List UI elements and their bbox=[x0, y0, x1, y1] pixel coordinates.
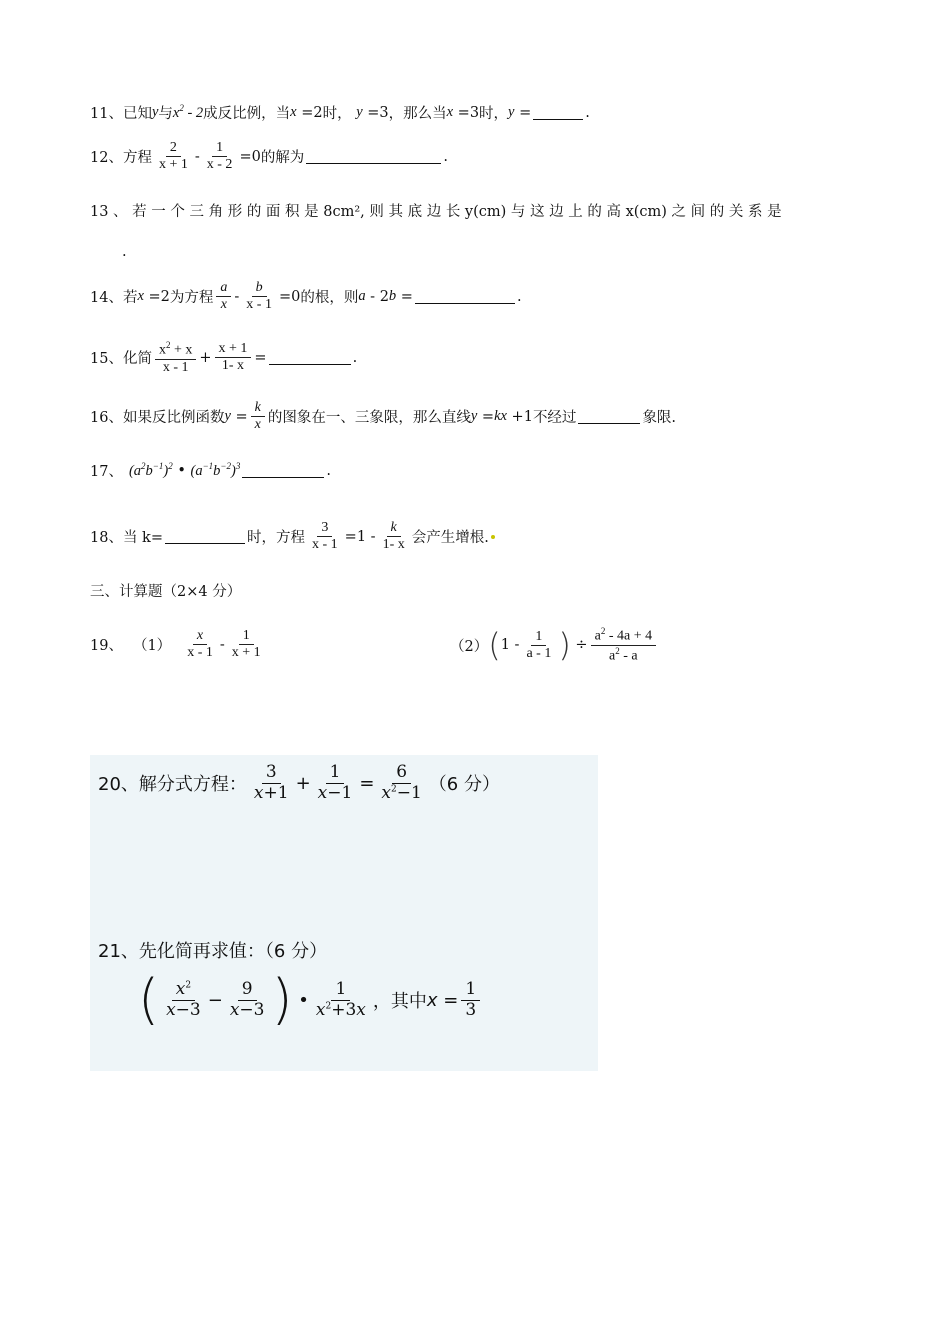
question-18: 18、 当 k= 时，方程 $\frac{3}{x - 1}$ =1 - $\frac{k}{1- x}$ 会产生增根. bbox=[90, 520, 495, 553]
fraction: $\frac{2}{x + 1}$ bbox=[158, 140, 188, 173]
fraction: $\frac{k}{1- x}$ bbox=[382, 520, 405, 553]
fraction: $\frac{b}{x - 1}$ bbox=[246, 280, 272, 313]
fraction: $\frac{9}{x-3}$ bbox=[229, 978, 265, 1020]
answer-blank[interactable] bbox=[415, 289, 515, 304]
fraction: $\frac{x}{x - 1}$ bbox=[187, 628, 213, 661]
fraction: $\frac{x + 1}{1- x}$ bbox=[215, 341, 252, 374]
question-20: 20、 解分式方程： $\frac{3}{x+1}$ + $\frac{1}{x-1}$ = $\frac{6}{x^2-1}$ （6 分） bbox=[98, 762, 500, 803]
fraction: $\frac{1}{x + 1}$ bbox=[231, 628, 261, 661]
fraction: $\frac{a}{x}$ bbox=[216, 280, 231, 313]
fraction: $\frac{1}{x-1}$ bbox=[317, 762, 353, 803]
question-21-expression: ( $\frac{x^2}{x-3}$ − $\frac{9}{x-3}$ ) • $\frac{1}{x^2+3x}$ ，其中 x = $\frac{1}{3}$ bbox=[138, 973, 483, 1027]
q11-number: 11、 bbox=[90, 106, 123, 122]
answer-blank[interactable] bbox=[269, 350, 351, 365]
fraction: $\frac{1}{a - 1}$ bbox=[526, 628, 552, 661]
question-21-title: 21、 先化简再求值：（6 分） bbox=[98, 941, 328, 962]
fraction: $\frac{k}{x}$ bbox=[251, 400, 265, 433]
answer-blank[interactable] bbox=[578, 409, 640, 424]
question-11: 11、 已知 y 与 $x^2 - 2$ 成反比例，当 x =2 时， y =3 ，那么当 x =3 时， y = . bbox=[90, 103, 590, 122]
fraction: $\frac{3}{x - 1}$ bbox=[312, 520, 338, 553]
fraction: $\frac{6}{x^2-1}$ bbox=[381, 762, 422, 803]
answer-blank[interactable] bbox=[306, 149, 441, 164]
question-14: 14、 若 x =2 为方程 $\frac{a}{x}$ - $\frac{b}{x - 1}$ =0 的根，则 a - 2 b = . bbox=[90, 280, 522, 313]
fraction: $\frac{3}{x+1}$ bbox=[253, 762, 289, 803]
question-17: 17、 $(a^2b^{-1})^2$ • $(a^{-1}b^{-2})^3$ . bbox=[90, 461, 331, 480]
fraction: $\frac{1}{x - 2}$ bbox=[206, 140, 233, 173]
section-3-title: 三、计算题（2×4 分） bbox=[90, 584, 242, 600]
question-19: 19、 （1） $\frac{x}{x - 1}$ - $\frac{1}{x + 1}$ bbox=[90, 628, 268, 661]
question-13: 13 、 若 一 个 三 角 形 的 面 积 是 8cm², 则 其 底 边 长 y(cm) 与 这 边 上 的 高 x(cm) 之 间 的 关 系 是 bbox=[90, 204, 782, 220]
answer-blank[interactable] bbox=[533, 105, 583, 120]
fraction: $\frac{x^2}{x-3}$ bbox=[166, 978, 201, 1020]
fraction: $\frac{x^2 + x}{x - 1}$ bbox=[155, 340, 196, 376]
fraction: $\frac{1}{3}$ bbox=[461, 980, 480, 1020]
stray-dot-mark bbox=[491, 535, 495, 539]
fraction: $\frac{a^2 - 4a + 4}{a^2 - a}$ bbox=[591, 626, 657, 665]
question-13-tail: . bbox=[122, 244, 127, 260]
answer-blank[interactable] bbox=[165, 529, 245, 544]
question-16: 16、 如果反比例函数 y = $\frac{k}{x}$ 的图象在一、三象限，那么直线 y = kx +1 不经过 象限. bbox=[90, 400, 677, 433]
answer-blank[interactable] bbox=[242, 463, 324, 478]
fraction: $\frac{1}{x^2+3x}$ bbox=[315, 978, 366, 1020]
scanned-problem-block bbox=[90, 755, 598, 1071]
question-15: 15、 化简 $\frac{x^2 + x}{x - 1}$ + $\frac{x + 1}{1- x}$ = . bbox=[90, 340, 358, 375]
question-12: 12、 方程 $\frac{2}{x + 1}$ - $\frac{1}{x - 2}$ =0 的解为 . bbox=[90, 140, 448, 173]
question-19-part-2: （2） ( 1 - $\frac{1}{a - 1}$ ) ÷ $\frac{a^2 - 4a + 4}{a^2 - a}$ bbox=[450, 626, 659, 665]
